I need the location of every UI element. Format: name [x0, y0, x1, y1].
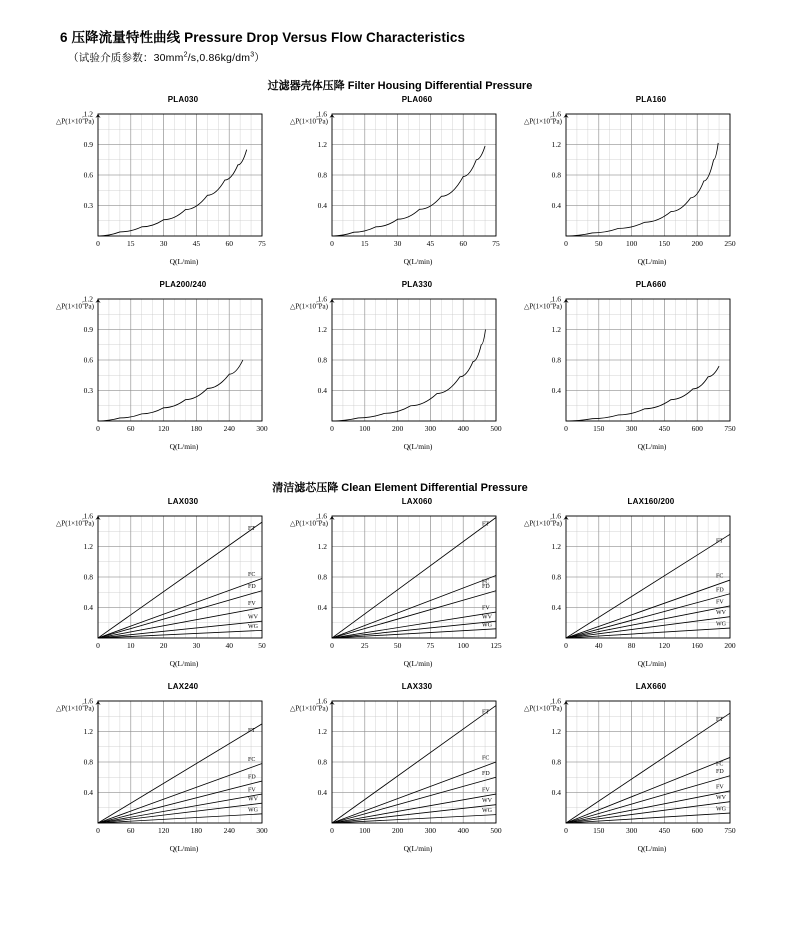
x-tick-label: 60 — [127, 424, 135, 433]
x-tick-label: 120 — [157, 826, 170, 835]
x-tick-label: 50 — [258, 641, 266, 650]
chart-cell — [522, 497, 752, 668]
y-axis-label: $\triangle P(1\times 10^5Pa)$ — [524, 302, 562, 311]
chart-row-element-2 — [34, 682, 766, 853]
y-tick-label: 1.2 — [317, 542, 327, 552]
y-tick-label: 0.3 — [83, 386, 93, 396]
chart-svg — [522, 106, 754, 256]
y-axis-label: $\triangle P(1\times 10^5Pa)$ — [290, 519, 328, 528]
x-tick-label: 240 — [223, 826, 235, 835]
y-tick-label: 0.8 — [83, 757, 93, 767]
y-axis-label: $\triangle P(1\times 10^5Pa)$ — [56, 302, 94, 311]
y-tick-label: 0.4 — [317, 788, 327, 798]
y-axis-label: $\triangle P(1\times 10^5Pa)$ — [56, 117, 94, 126]
y-tick-label: 1.2 — [317, 140, 327, 150]
series-curve — [332, 518, 496, 638]
x-tick-label: 120 — [658, 641, 671, 650]
x-tick-label: 300 — [625, 826, 638, 835]
y-tick-label: 1.2 — [317, 325, 327, 335]
plot-area — [522, 291, 752, 441]
chart-title: PLA200/240 — [159, 280, 207, 289]
chart-title: LAX330 — [401, 682, 433, 691]
series-curve — [332, 621, 496, 638]
chart-title: PLA660 — [635, 280, 667, 289]
grid-major — [332, 701, 496, 823]
x-tick-label: 500 — [490, 424, 502, 433]
y-tick-label: 0.9 — [83, 140, 93, 150]
series-curve — [332, 706, 496, 823]
series-curve — [98, 621, 262, 638]
y-tick-label: 0.4 — [317, 386, 327, 396]
series-label: FD — [248, 774, 256, 781]
chart-svg — [522, 508, 754, 658]
x-tick-label: 20 — [159, 641, 168, 650]
y-tick-label: 1.6 — [83, 696, 93, 706]
series-label: FC — [248, 572, 256, 579]
series-label: FV — [716, 599, 724, 606]
chart-svg — [522, 693, 754, 843]
y-tick-label: 1.2 — [83, 727, 93, 737]
chart-title: PLA030 — [167, 95, 199, 104]
x-tick-label: 200 — [391, 424, 404, 433]
grid-major — [98, 299, 262, 421]
y-tick-label: 0.4 — [83, 603, 93, 613]
y-tick-label: 0.8 — [317, 757, 327, 767]
series-label: FV — [716, 784, 724, 791]
chart-svg — [288, 291, 520, 441]
chart-cell — [54, 682, 284, 853]
page-title: 6 压降流量特性曲线 Pressure Drop Versus Flow Characteristics — [60, 30, 466, 45]
series-label: FD — [248, 584, 256, 591]
x-tick-label: 15 — [127, 239, 135, 248]
plot-area — [54, 508, 284, 658]
y-tick-label: 0.8 — [317, 170, 327, 180]
plot-area — [288, 693, 518, 843]
chart-svg — [288, 508, 520, 658]
x-tick-label: 60 — [127, 826, 135, 835]
series-label: FD — [482, 770, 490, 777]
x-axis-label: Q(L/min) — [403, 257, 433, 266]
x-tick-label: 300 — [256, 424, 268, 433]
x-tick-label: 0 — [96, 424, 100, 433]
x-axis-label: Q(L/min) — [637, 442, 667, 451]
x-axis-label: Q(L/min) — [169, 257, 199, 266]
x-tick-label: 0 — [564, 641, 568, 650]
y-tick-label: 1.2 — [551, 140, 561, 150]
x-axis-label: Q(L/min) — [637, 844, 667, 853]
y-tick-label: 1.2 — [551, 542, 561, 552]
x-tick-label: 45 — [426, 239, 435, 248]
x-tick-label: 0 — [564, 239, 568, 248]
grid-major — [98, 114, 262, 236]
series-label: FV — [248, 601, 256, 607]
x-tick-label: 0 — [330, 424, 334, 433]
chart-row-element-1 — [34, 497, 766, 668]
x-tick-label: 75 — [426, 641, 435, 650]
series-curve — [332, 612, 496, 638]
plot-area — [288, 106, 518, 256]
x-tick-label: 60 — [459, 239, 467, 248]
series-curve — [98, 764, 262, 823]
x-tick-label: 25 — [361, 641, 369, 650]
x-tick-label: 50 — [393, 641, 402, 650]
x-tick-label: 450 — [658, 424, 671, 433]
x-tick-label: 0 — [330, 239, 334, 248]
chart-title: PLA160 — [635, 95, 667, 104]
grid-major — [98, 701, 262, 823]
series-label: FT — [248, 727, 256, 734]
series-label: FC — [716, 573, 724, 580]
x-axis-label: Q(L/min) — [403, 844, 433, 853]
x-axis-label: Q(L/min) — [169, 844, 199, 853]
y-tick-label: 0.4 — [317, 603, 327, 613]
series-curve — [566, 617, 730, 638]
y-axis-label: $\triangle P(1\times 10^5Pa)$ — [290, 704, 328, 713]
series-label: FC — [482, 755, 490, 762]
x-tick-label: 30 — [393, 239, 402, 248]
plot-area — [522, 508, 752, 658]
x-tick-label: 300 — [424, 424, 437, 433]
chart-cell — [54, 280, 284, 451]
chart-title: PLA330 — [401, 280, 433, 289]
y-tick-label: 1.6 — [317, 109, 327, 119]
series-curve — [566, 713, 730, 823]
series-curve — [98, 781, 262, 823]
x-tick-label: 200 — [724, 641, 736, 650]
grid-major — [566, 299, 730, 421]
x-tick-label: 40 — [595, 641, 603, 650]
x-tick-label: 60 — [225, 239, 233, 248]
x-tick-label: 45 — [192, 239, 201, 248]
test-parameters — [68, 50, 766, 65]
x-tick-label: 0 — [96, 826, 100, 835]
series-label: WV — [248, 796, 258, 803]
chart-title: LAX030 — [167, 497, 199, 506]
x-tick-label: 0 — [330, 826, 334, 835]
series-curve — [332, 591, 496, 638]
x-tick-label: 750 — [724, 826, 736, 835]
series-label: FT — [248, 526, 256, 533]
x-tick-label: 400 — [457, 424, 469, 433]
series-label: WG — [716, 621, 726, 628]
grid-major — [332, 299, 496, 421]
x-tick-label: 120 — [157, 424, 170, 433]
series-label: FT — [716, 538, 724, 545]
y-axis-label: $\triangle P(1\times 10^5Pa)$ — [290, 302, 328, 311]
y-tick-label: 1.6 — [317, 294, 327, 304]
chart-cell — [522, 95, 752, 266]
series-label: FD — [716, 587, 724, 594]
x-tick-label: 200 — [391, 826, 404, 835]
grid-major — [566, 114, 730, 236]
chart-row-housing-1 — [34, 95, 766, 266]
series-label: FC — [716, 761, 724, 768]
series-label: FV — [248, 787, 256, 794]
x-tick-label: 0 — [330, 641, 334, 650]
x-tick-label: 50 — [595, 239, 603, 248]
y-tick-label: 0.4 — [83, 788, 93, 798]
x-tick-label: 75 — [258, 239, 266, 248]
x-tick-label: 150 — [593, 826, 605, 835]
series-label: FC — [248, 757, 256, 764]
x-tick-label: 750 — [724, 424, 736, 433]
x-tick-label: 240 — [223, 424, 235, 433]
x-tick-label: 15 — [361, 239, 369, 248]
y-tick-label: 0.8 — [551, 757, 561, 767]
series-label: WG — [248, 807, 258, 814]
x-tick-label: 200 — [691, 239, 703, 248]
chart-title: LAX160/200 — [627, 497, 675, 506]
series-label: FT — [482, 521, 490, 528]
plot-area — [54, 693, 284, 843]
plot-area — [54, 106, 284, 256]
y-tick-label: 1.6 — [551, 511, 561, 521]
y-tick-label: 0.4 — [317, 201, 327, 211]
x-tick-label: 300 — [256, 826, 268, 835]
x-axis-label: Q(L/min) — [637, 257, 667, 266]
x-tick-label: 180 — [190, 826, 203, 835]
chart-cell — [288, 497, 518, 668]
chart-svg — [54, 106, 286, 256]
y-tick-label: 0.8 — [551, 170, 561, 180]
x-tick-label: 0 — [564, 424, 568, 433]
plot-area — [522, 693, 752, 843]
y-tick-label: 1.6 — [551, 294, 561, 304]
x-tick-label: 75 — [492, 239, 500, 248]
y-tick-label: 0.6 — [83, 170, 93, 180]
x-tick-label: 80 — [627, 641, 636, 650]
y-axis-label: $\triangle P(1\times 10^5Pa)$ — [524, 704, 562, 713]
y-tick-label: 1.2 — [83, 542, 93, 552]
x-axis-label: Q(L/min) — [169, 659, 199, 668]
series-curve — [566, 802, 730, 823]
y-tick-label: 1.2 — [551, 325, 561, 335]
x-tick-label: 160 — [691, 641, 703, 650]
y-tick-label: 1.2 — [83, 294, 93, 304]
y-tick-label: 0.6 — [83, 355, 93, 365]
chart-svg — [54, 508, 286, 658]
chart-svg — [288, 106, 520, 256]
chart-title: LAX060 — [401, 497, 433, 506]
chart-cell — [522, 682, 752, 853]
series-curve — [566, 757, 730, 823]
y-tick-label: 1.6 — [317, 696, 327, 706]
series-label: WG — [716, 806, 726, 813]
series-label: FD — [482, 584, 490, 591]
series-label: WV — [716, 610, 726, 617]
x-axis-label: Q(L/min) — [403, 442, 433, 451]
y-axis-label: $\triangle P(1\times 10^5Pa)$ — [56, 519, 94, 528]
x-tick-label: 100 — [359, 826, 371, 835]
x-tick-label: 10 — [127, 641, 135, 650]
x-tick-label: 450 — [658, 826, 671, 835]
grid-major — [98, 516, 262, 638]
x-tick-label: 180 — [190, 424, 203, 433]
series-label: FT — [716, 717, 724, 724]
series-curve — [98, 522, 262, 638]
y-tick-label: 0.4 — [551, 603, 561, 613]
y-tick-label: 1.2 — [83, 109, 93, 119]
series-label: WV — [716, 795, 726, 802]
series-label: FV — [482, 605, 490, 612]
x-tick-label: 150 — [658, 239, 671, 248]
x-tick-label: 250 — [724, 239, 736, 248]
x-tick-label: 125 — [490, 641, 502, 650]
series-curve — [98, 150, 247, 236]
x-axis-label: Q(L/min) — [403, 659, 433, 668]
section-title-housing: 过滤器壳体压降 Filter Housing Differential Pressure — [267, 80, 533, 92]
series-label: FD — [716, 769, 724, 776]
chart-cell — [54, 95, 284, 266]
y-axis-label: $\triangle P(1\times 10^5Pa)$ — [56, 704, 94, 713]
series-label: WV — [482, 614, 492, 621]
x-tick-label: 500 — [490, 826, 502, 835]
x-tick-label: 600 — [691, 424, 703, 433]
chart-svg — [54, 693, 286, 843]
series-curve — [98, 630, 262, 638]
series-label: FC — [482, 579, 490, 586]
x-axis-label: Q(L/min) — [169, 442, 199, 451]
chart-svg — [288, 693, 520, 843]
x-tick-label: 300 — [625, 424, 638, 433]
series-label: WV — [248, 614, 258, 621]
x-tick-label: 100 — [625, 239, 638, 248]
x-tick-label: 600 — [691, 826, 703, 835]
x-tick-label: 40 — [225, 641, 233, 650]
series-curve — [566, 143, 718, 236]
y-axis-label: $\triangle P(1\times 10^5Pa)$ — [524, 519, 562, 528]
chart-title: LAX660 — [635, 682, 667, 691]
y-tick-label: 0.3 — [83, 201, 93, 211]
x-tick-label: 0 — [96, 641, 100, 650]
y-tick-label: 1.2 — [317, 727, 327, 737]
x-tick-label: 400 — [457, 826, 469, 835]
x-tick-label: 0 — [96, 239, 100, 248]
y-tick-label: 0.8 — [317, 355, 327, 365]
series-curve — [566, 776, 730, 823]
y-tick-label: 0.4 — [551, 201, 561, 211]
y-tick-label: 1.6 — [83, 511, 93, 521]
chart-svg — [522, 291, 754, 441]
series-curve — [98, 579, 262, 638]
plot-area — [288, 508, 518, 658]
section-title-element: 清洁滤芯压降 Clean Element Differential Pressure — [272, 482, 528, 494]
y-tick-label: 0.4 — [551, 788, 561, 798]
y-tick-label: 0.4 — [551, 386, 561, 396]
series-label: WG — [482, 808, 492, 815]
x-tick-label: 150 — [593, 424, 605, 433]
plot-area — [288, 291, 518, 441]
y-tick-label: 1.6 — [551, 109, 561, 119]
grid-major — [332, 114, 496, 236]
y-tick-label: 1.6 — [317, 511, 327, 521]
y-tick-label: 0.8 — [83, 572, 93, 582]
plot-area — [54, 291, 284, 441]
plot-area — [522, 106, 752, 256]
x-tick-label: 100 — [359, 424, 371, 433]
series-curve — [98, 591, 262, 638]
chart-title: PLA060 — [401, 95, 433, 104]
chart-cell — [288, 95, 518, 266]
series-curve — [98, 803, 262, 823]
chart-cell — [522, 280, 752, 451]
series-label: WG — [482, 622, 492, 629]
series-label: WV — [482, 798, 492, 805]
x-tick-label: 300 — [424, 826, 437, 835]
chart-row-housing-2 — [34, 280, 766, 451]
x-tick-label: 100 — [457, 641, 469, 650]
y-axis-label: $\triangle P(1\times 10^5Pa)$ — [290, 117, 328, 126]
y-tick-label: 0.8 — [551, 355, 561, 365]
y-axis-label: $\triangle P(1\times 10^5Pa)$ — [524, 117, 562, 126]
y-tick-label: 0.8 — [551, 572, 561, 582]
series-curve — [332, 629, 496, 638]
series-label: FV — [482, 787, 490, 794]
test-parameters-text: （试验介质参数：$30mm^2/s,0.86kg/dm^3$） — [68, 51, 265, 64]
y-tick-label: 1.6 — [551, 696, 561, 706]
y-tick-label: 1.2 — [551, 727, 561, 737]
y-tick-label: 0.9 — [83, 325, 93, 335]
chart-cell — [288, 280, 518, 451]
series-curve — [332, 575, 496, 638]
chart-cell — [288, 682, 518, 853]
x-axis-label: Q(L/min) — [637, 659, 667, 668]
series-label: WG — [248, 623, 258, 630]
series-curve — [566, 534, 730, 638]
series-label: FT — [482, 709, 490, 716]
x-tick-label: 30 — [159, 239, 168, 248]
y-tick-label: 0.8 — [317, 572, 327, 582]
x-tick-label: 30 — [192, 641, 201, 650]
chart-svg — [54, 291, 286, 441]
chart-cell — [54, 497, 284, 668]
chart-title: LAX240 — [167, 682, 199, 691]
series-curve — [566, 594, 730, 638]
x-tick-label: 0 — [564, 826, 568, 835]
